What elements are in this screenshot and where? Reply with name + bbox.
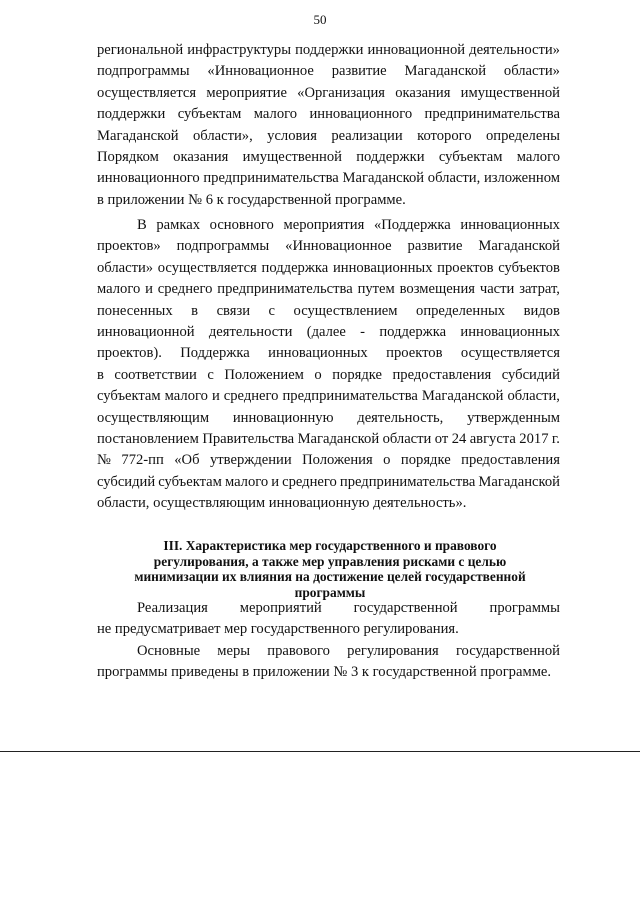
word: инновационных [332, 259, 433, 276]
text-line [97, 236, 560, 257]
word: в [191, 302, 199, 319]
word: предпринимательства [339, 473, 476, 490]
text-line [97, 258, 560, 279]
word: о [314, 366, 322, 383]
word: осуществляется [157, 259, 257, 276]
word: Реализация [137, 600, 208, 616]
word: (далее [306, 323, 346, 340]
word: мероприятие [206, 84, 287, 101]
word: среднего [223, 388, 279, 405]
word: основного [209, 217, 274, 233]
text-line [97, 279, 560, 300]
word: с [268, 302, 276, 319]
word: и [271, 473, 280, 490]
word: субъектам [158, 473, 222, 490]
section-heading [110, 538, 550, 600]
word: Магаданской [97, 127, 179, 144]
word: малого [97, 281, 141, 298]
word: осуществляется [97, 84, 197, 101]
word: Порядком [97, 148, 159, 165]
word: № [97, 452, 111, 469]
word: которого [417, 127, 472, 144]
word: регулирования [347, 643, 439, 659]
word: В [137, 217, 147, 233]
word: подпрограммы [97, 63, 190, 80]
word: области, [427, 170, 481, 187]
word: инновационную [232, 409, 334, 426]
word: понесенных [97, 302, 173, 319]
word: путем [357, 281, 395, 298]
word: области» [97, 259, 154, 276]
word: инновационной [367, 42, 466, 58]
word: затрат, [519, 281, 560, 298]
word: Положением [224, 366, 304, 383]
word: осуществляется [460, 345, 560, 362]
text-line [97, 40, 560, 61]
word: поддержки [295, 42, 364, 58]
word: поддержки [97, 106, 166, 123]
word: государственной [455, 643, 560, 659]
word: видов [523, 302, 560, 319]
word: развитие [407, 238, 463, 255]
word: определенных [416, 302, 506, 319]
word: поддержка [261, 259, 329, 276]
word: области» [503, 63, 560, 80]
word: о [383, 452, 391, 469]
word: малого [164, 388, 208, 405]
text-line [97, 343, 560, 364]
word: мероприятия [283, 217, 365, 233]
word: малого [516, 148, 560, 165]
word: возмещения [399, 281, 476, 298]
word: среднего [157, 281, 213, 298]
text-line: программы приведены в приложении № 3 к государственной программе. [97, 664, 552, 681]
word: малого [224, 473, 269, 490]
text-line [97, 215, 560, 236]
word: меры [217, 643, 251, 659]
word: и [145, 281, 153, 298]
word: предоставления [461, 452, 560, 469]
word: оказания [395, 84, 451, 101]
text-line: не предусматривает мер государственного регулирования. [97, 621, 459, 638]
word: поддержки [356, 148, 425, 165]
word: инновационной [97, 323, 195, 340]
heading-line: минимизации их влияния на достижение целей государственной [134, 569, 526, 584]
word: изложенном [483, 170, 560, 187]
text-line [97, 168, 560, 189]
text-line [97, 365, 560, 386]
paragraph-4 [97, 641, 560, 684]
heading-line: III. Характеристика мер государственного и правового [163, 538, 497, 553]
word: «Поддержка [373, 217, 451, 233]
page-number: 50 [313, 12, 327, 27]
text-line [97, 641, 560, 662]
text-line [97, 301, 560, 322]
word: Положения [302, 452, 373, 469]
word: предпринимательства [203, 170, 339, 187]
word: деятельности [208, 323, 293, 340]
word: инновационного [309, 106, 413, 123]
word: 2017 [519, 430, 549, 447]
text-line: в приложении № 6 к государственной программе. [97, 191, 406, 208]
word: инновационных [460, 217, 560, 233]
word: 24 [451, 430, 467, 447]
word: проектов [437, 259, 494, 276]
word: области, [507, 388, 560, 405]
text-line [97, 147, 560, 168]
word: предпринимательства [217, 281, 353, 298]
text-line [97, 386, 560, 407]
text-line [97, 429, 560, 450]
word: части [479, 281, 515, 298]
word: программы [489, 600, 560, 616]
word: субъектам [97, 388, 161, 405]
word: проектов» [97, 238, 161, 255]
word: определены [485, 127, 560, 144]
text-line [97, 83, 560, 104]
text-line [97, 126, 560, 147]
word: - [360, 323, 366, 340]
word: «Инновационное [207, 63, 314, 80]
word: субъектов [498, 259, 560, 276]
word: инновационного [97, 170, 200, 187]
word: субсидий [97, 473, 156, 490]
word: развитие [331, 63, 387, 80]
heading-line: программы [294, 584, 366, 600]
word: субъектам [177, 106, 242, 123]
word: г. [551, 430, 560, 447]
word: региональной [97, 42, 184, 58]
text-line [97, 472, 560, 493]
word: Магаданской [478, 473, 560, 490]
word: в [97, 366, 104, 383]
paragraph-3 [97, 598, 560, 641]
word: подпрограммы [176, 238, 270, 255]
word: предоставления [392, 366, 492, 383]
word: утверждении [209, 452, 292, 469]
word: инновационных [268, 345, 368, 362]
word: Поддержка [180, 345, 250, 362]
paragraph-1 [97, 40, 560, 211]
word: порядке [332, 366, 382, 383]
word: имущественной [460, 84, 560, 101]
page-bottom-rule [0, 751, 640, 752]
paragraph-2 [97, 215, 560, 514]
word: и [211, 388, 220, 405]
word: утвержденным [467, 409, 560, 426]
text-line [97, 104, 560, 125]
word: предпринимательства [424, 106, 560, 123]
text-line [97, 322, 560, 343]
word: с [207, 366, 214, 383]
word: осуществляющим [97, 409, 210, 426]
word: реализации [331, 127, 403, 144]
word: Магаданской [342, 170, 425, 187]
word: августа [469, 430, 516, 447]
word: рамках [156, 217, 201, 233]
word: связи [216, 302, 251, 319]
word: проектов). [97, 345, 162, 362]
word: области», [192, 127, 253, 144]
word: Магаданской [297, 430, 380, 447]
word: области [382, 430, 432, 447]
word: «Инновационное [285, 238, 392, 255]
word: 772-пп [121, 452, 164, 469]
word: инфраструктуры [187, 42, 292, 58]
word: осуществлением [293, 302, 398, 319]
word: деятельность, [357, 409, 444, 426]
word: соответствии [114, 366, 197, 383]
text-line: области, осуществляющим инновационную деятельность». [97, 495, 467, 512]
text-line [97, 450, 560, 471]
word: предпринимательства [282, 388, 418, 405]
text-line [97, 61, 560, 82]
word: от [434, 430, 449, 447]
word: оказания [173, 148, 229, 165]
word: имущественной [242, 148, 342, 165]
word: порядке [400, 452, 451, 469]
word: мероприятий [239, 600, 322, 616]
word: проектов [386, 345, 443, 362]
word: малого [253, 106, 298, 123]
word: среднего [282, 473, 337, 490]
word: субсидий [501, 366, 560, 383]
word: Магаданской [478, 238, 560, 255]
heading-line: регулирования, а также мер управления рисками с целью [153, 553, 507, 569]
word: постановлением [97, 430, 199, 447]
word: Магаданской [421, 388, 504, 405]
word: Основные [137, 643, 201, 659]
word: правового [267, 643, 330, 659]
word: поддержка [379, 323, 447, 340]
word: государственной [353, 600, 458, 616]
word: инновационных [460, 323, 560, 340]
word: условия [267, 127, 317, 144]
text-line [97, 598, 560, 619]
word: «Организация [297, 84, 385, 101]
text-line [97, 408, 560, 429]
word: Магаданской [404, 63, 487, 80]
word: субъектам [438, 148, 503, 165]
word: Правительства [202, 430, 295, 447]
word: «Об [174, 452, 200, 469]
word: деятельности» [469, 42, 560, 58]
